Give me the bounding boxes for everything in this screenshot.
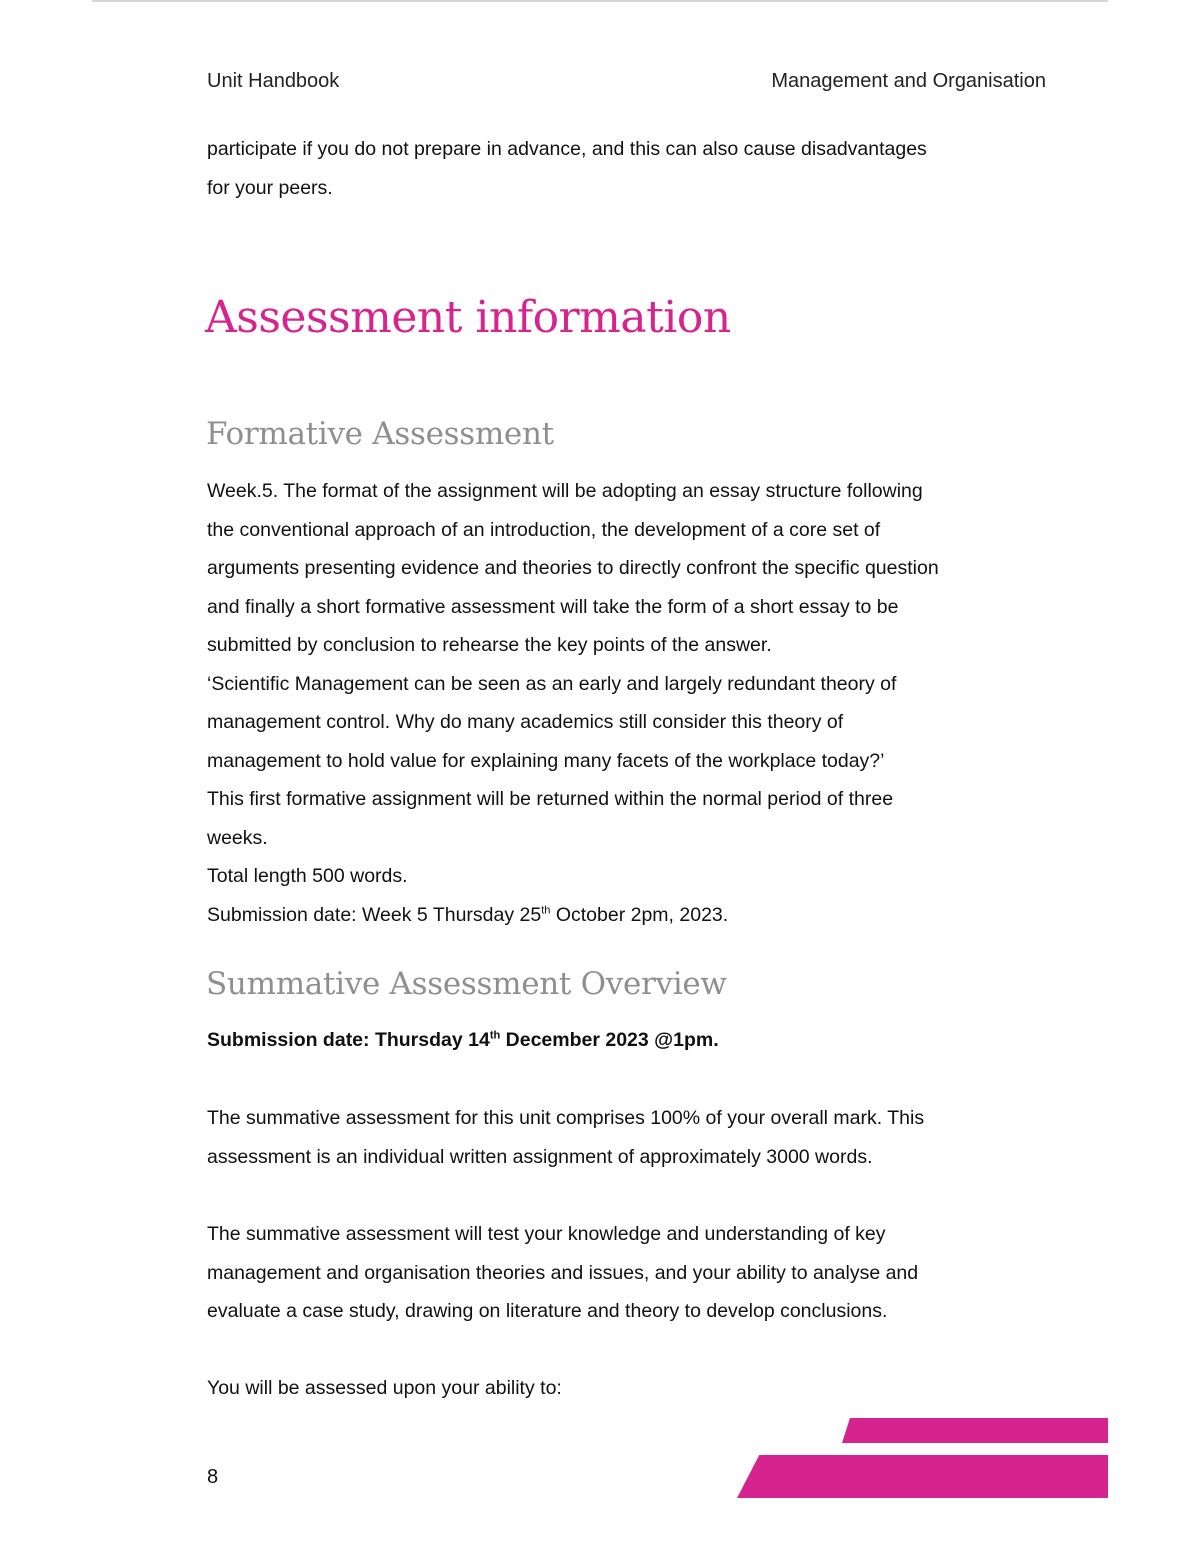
formative-line: arguments presenting evidence and theories to directly confront the specific question [207, 557, 939, 579]
top-rule [92, 0, 1108, 2]
summative-line: management and organisation theories and issues, and your ability to analyse and [207, 1261, 919, 1284]
formative-line: Week.5. The format of the assignment will be adopting an essay structure following [207, 480, 923, 502]
summative-heading: Summative Assessment Overview [206, 966, 727, 1002]
page-number: 8 [207, 1466, 219, 1488]
summative-line: evaluate a case study, drawing on literature and theory to develop conclusions. [207, 1300, 888, 1322]
formative-heading: Formative Assessment [206, 416, 554, 452]
running-header-right: Management and Organisation [771, 70, 1046, 92]
summative-line: You will be assessed upon your ability to: [207, 1377, 562, 1399]
formative-line: the conventional approach of an introduction, the development of a core set of [207, 518, 881, 541]
essay-question-line: management to hold value for explaining many facets of the workplace today?’ [207, 749, 885, 772]
intro-line: participate if you do not prepare in advance, and this can also cause disadvantages [207, 138, 927, 160]
footer-accent-band-top [842, 1418, 1108, 1443]
summative-paragraph-2 [207, 1215, 1047, 1331]
page-title: Assessment information [205, 292, 731, 343]
word-count: Total length 500 words. [207, 865, 408, 887]
formative-line: This first formative assignment will be returned within the normal period of three [207, 788, 894, 810]
formative-line: weeks. [207, 826, 268, 849]
summative-line: assessment is an individual written assignment of approximately 3000 words. [207, 1145, 873, 1168]
running-header-left: Unit Handbook [207, 70, 340, 92]
formative-line: and finally a short formative assessment will take the form of a short essay to be [207, 595, 899, 618]
summative-date-suffix: December 2023 @1pm. [500, 1029, 719, 1051]
formative-body [207, 472, 1047, 934]
formative-line: submitted by conclusion to rehearse the key points of the answer. [207, 634, 772, 656]
essay-question-line: ‘Scientific Management can be seen as an early and largely redundant theory of [207, 672, 897, 695]
intro-paragraph [207, 130, 1047, 207]
summative-date-prefix: Submission date: Thursday 14 [207, 1029, 490, 1051]
summative-line: The summative assessment for this unit comprises 100% of your overall mark. This [207, 1107, 925, 1129]
intro-line: for your peers. [207, 176, 333, 199]
formative-submission-suffix: October 2pm, 2023. [550, 903, 729, 926]
summative-date-sup: th [489, 1029, 501, 1042]
formative-submission-date [207, 896, 1047, 935]
summative-paragraph-1 [207, 1099, 1047, 1176]
formative-submission-sup: th [541, 904, 551, 916]
formative-submission-prefix: Submission date: Week 5 Thursday 25 [207, 903, 542, 926]
summative-date [207, 1021, 1047, 1060]
essay-question-line: management control. Why do many academics still consider this theory of [207, 711, 844, 733]
summative-submission-date [207, 1021, 1047, 1060]
summative-paragraph-3 [207, 1369, 1047, 1408]
summative-line: The summative assessment will test your knowledge and understanding of key [207, 1223, 886, 1245]
footer-accent-band-bottom [737, 1455, 1108, 1498]
